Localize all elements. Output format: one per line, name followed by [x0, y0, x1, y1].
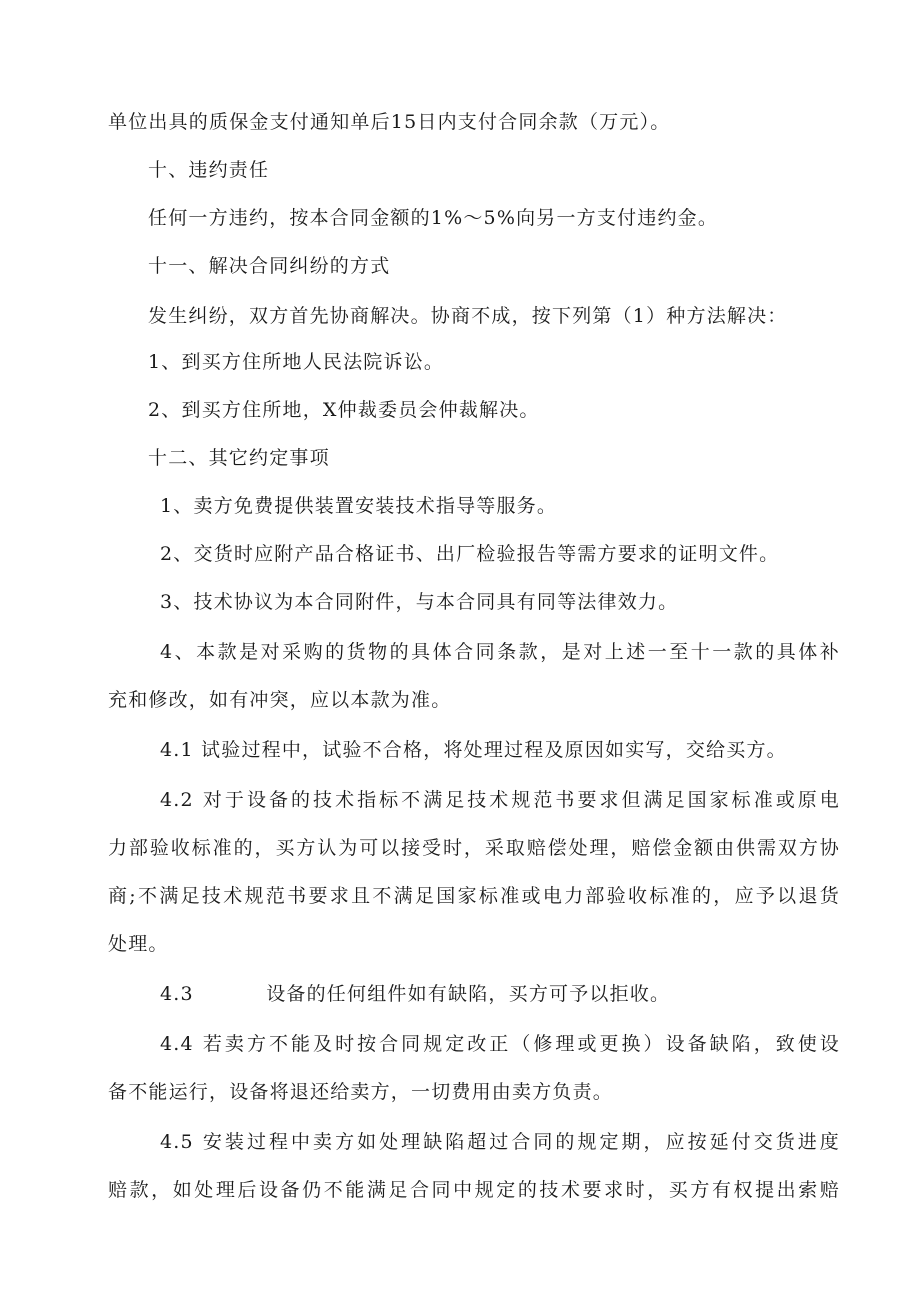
text-line-13: 充和修改，如有冲突，应以本款为准。 — [108, 689, 452, 711]
text-line-16: 力部验收标准的，买方认为可以接受时，采取赔偿处理，赔偿金额由供需双方协 — [108, 837, 840, 859]
clause-4-3: 4.3 设备的任何组件如有缺陷，买方可予以拒收。 — [160, 983, 671, 1005]
section-heading-12: 十二、其它约定事项 — [148, 447, 330, 469]
text-line-18: 处理。 — [108, 933, 169, 955]
section-heading-10: 十、违约责任 — [148, 159, 270, 181]
text-line-1: 单位出具的质保金支付通知单后15日内支付合同余款（万元）。 — [108, 111, 671, 133]
clause-4-5: 4.5 安装过程中卖方如处理缺陷超过合同的规定期，应按延付交货进度 — [160, 1131, 840, 1153]
list-item-3: 1、卖方免费提供装置安装技术指导等服务。 — [160, 495, 558, 517]
text-line-21: 备不能运行，设备将退还给卖方，一切费用由卖方负责。 — [108, 1081, 614, 1103]
list-item-4: 2、交货时应附产品合格证书、出厂检验报告等需方要求的证明文件。 — [160, 543, 780, 565]
text-line-3: 任何一方违约，按本合同金额的1%～5%向另一方支付违约金。 — [148, 207, 719, 229]
list-item-5: 3、技术协议为本合同附件，与本合同具有同等法律效力。 — [160, 591, 679, 613]
section-heading-11: 十一、解决合同纠纷的方式 — [148, 255, 391, 277]
text-line-5: 发生纠纷，双方首先协商解决。协商不成，按下列第（1）种方法解决： — [148, 305, 788, 327]
clause-4-4: 4.4 若卖方不能及时按合同规定改正（修理或更换）设备缺陷，致使设 — [160, 1033, 840, 1055]
text-line-17: 商;不满足技术规范书要求且不满足国家标准或电力部验收标准的，应予以退货 — [108, 885, 840, 907]
text-line-23: 赔款，如处理后设备仍不能满足合同中规定的技术要求时，买方有权提出索赔 — [108, 1179, 840, 1201]
clause-4-2: 4.2 对于设备的技术指标不满足技术规范书要求但满足国家标准或原电 — [160, 789, 840, 811]
list-item-6: 4、本款是对采购的货物的具体合同条款，是对上述一至十一款的具体补 — [160, 641, 840, 663]
clause-4-1: 4.1 试验过程中，试验不合格，将处理过程及原因如实写，交给买方。 — [160, 739, 787, 761]
list-item-1: 1、到买方住所地人民法院诉讼。 — [148, 351, 445, 373]
list-item-2: 2、到买方住所地，X仲裁委员会仲裁解决。 — [148, 399, 540, 421]
